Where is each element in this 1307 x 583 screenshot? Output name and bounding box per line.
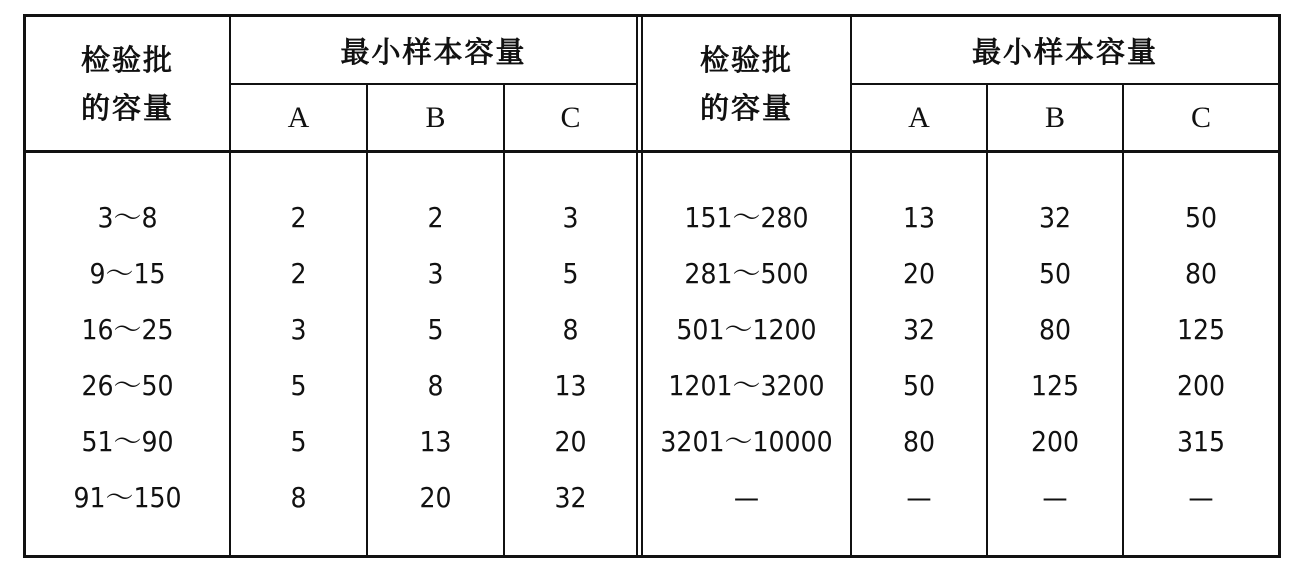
col-a-header-right: A xyxy=(908,100,930,134)
lot-size-cell: 281～500 xyxy=(684,257,809,290)
sample-b-cell: 20 xyxy=(419,481,452,514)
sample-c-cell: 8 xyxy=(562,313,579,346)
sample-a-cell: — xyxy=(906,481,932,514)
lot-size-cell: 1201～3200 xyxy=(668,369,825,402)
sample-a-cell: 2 xyxy=(290,201,307,234)
sample-a-cell: 80 xyxy=(902,425,936,458)
sample-c-cell: 50 xyxy=(1184,201,1218,234)
col-b-header-right: B xyxy=(1044,100,1065,134)
sample-b-cell: 3 xyxy=(427,257,444,290)
sample-b-cell: — xyxy=(1042,481,1068,514)
sample-a-cell: 2 xyxy=(290,257,307,290)
col-c-header-right: C xyxy=(1190,100,1211,134)
sample-c-cell: 125 xyxy=(1176,313,1226,346)
sample-a-cell: 32 xyxy=(902,313,936,346)
sample-a-cell: 8 xyxy=(290,481,307,514)
sample-b-cell: 8 xyxy=(427,369,444,402)
sample-b-cell: 32 xyxy=(1038,201,1072,234)
sample-c-cell: 315 xyxy=(1176,425,1226,458)
lot-size-cell: 3201～10000 xyxy=(660,425,833,458)
lot-size-cell: 91～150 xyxy=(73,481,182,514)
sample-b-cell: 200 xyxy=(1030,425,1080,458)
sample-b-cell: 13 xyxy=(419,425,452,458)
sample-c-cell: 5 xyxy=(562,257,579,290)
lot-size-header-line1: 检验批 xyxy=(699,43,793,77)
sample-b-cell: 5 xyxy=(427,313,444,346)
double-rule-a xyxy=(636,14,638,558)
min-sample-header-left: 最小样本容量 xyxy=(340,34,527,69)
sample-c-cell: 13 xyxy=(554,369,587,402)
lot-size-column-left xyxy=(26,190,229,526)
sample-a-cell: 13 xyxy=(902,201,936,234)
sample-b-cell: 80 xyxy=(1038,313,1072,346)
sample-b-cell: 50 xyxy=(1038,257,1072,290)
sample-b-cell: 2 xyxy=(427,201,444,234)
sample-a-cell: 5 xyxy=(290,425,307,458)
sample-b-column-left xyxy=(368,190,503,526)
sample-c-cell: 20 xyxy=(554,425,587,458)
lot-size-cell: 26～50 xyxy=(81,369,174,402)
sample-c-column-right xyxy=(1124,190,1278,526)
lot-size-header-right xyxy=(643,17,850,151)
lot-size-cell: 16～25 xyxy=(81,313,174,346)
sample-c-cell: 200 xyxy=(1176,369,1226,402)
sample-a-cell: 50 xyxy=(902,369,936,402)
sample-a-cell: 3 xyxy=(290,313,307,346)
lot-size-column-right xyxy=(643,190,850,526)
lot-size-cell: 51～90 xyxy=(81,425,174,458)
sample-c-cell: 32 xyxy=(554,481,587,514)
lot-size-cell: 3～8 xyxy=(97,201,158,234)
col-a-header-left: A xyxy=(287,100,310,134)
lot-size-cell: 151～280 xyxy=(684,201,809,234)
min-sample-header-right: 最小样本容量 xyxy=(971,34,1158,69)
sample-a-cell: 20 xyxy=(902,257,936,290)
lot-size-cell: 501～1200 xyxy=(676,313,817,346)
sample-c-cell: 80 xyxy=(1184,257,1218,290)
sample-c-cell: 3 xyxy=(562,201,579,234)
lot-size-cell: — xyxy=(733,481,760,514)
sample-b-cell: 125 xyxy=(1030,369,1080,402)
lot-size-cell: 9～15 xyxy=(89,257,166,290)
lot-size-header-line2: 的容量 xyxy=(699,91,793,125)
sample-a-column-right xyxy=(852,190,986,526)
sample-b-column-right xyxy=(988,190,1122,526)
lot-size-header-left xyxy=(26,17,229,151)
sample-a-cell: 5 xyxy=(290,369,307,402)
col-b-header-left: B xyxy=(425,100,446,134)
col-c-header-left: C xyxy=(560,100,581,134)
sample-c-column-left xyxy=(505,190,636,526)
lot-size-header-line2: 的容量 xyxy=(80,91,174,125)
sample-c-cell: — xyxy=(1188,481,1214,514)
sample-a-column-left xyxy=(231,190,366,526)
lot-size-header-line1: 检验批 xyxy=(80,43,174,77)
